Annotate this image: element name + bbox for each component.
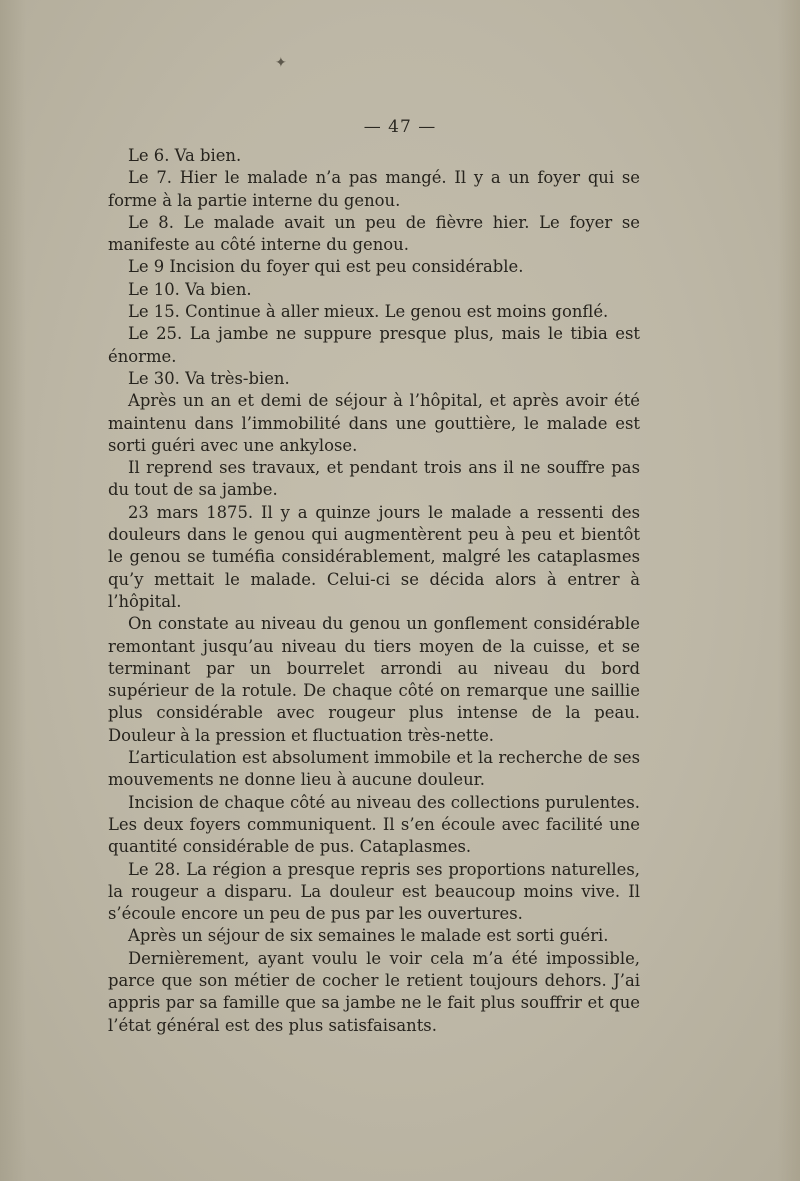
paragraph-12: On constate au niveau du genou un gonflement considérable remontant jusqu’au niveau du tiers moyen de la cuisse, et se terminant par un bourrelet arrondi au niveau du bord supérieur de la rotule. De chaque côté on remarque une saillie plus considérable avec rougeur plus intense de la peau. Douleur à la pression et fluctuation très-nette.	[108, 614, 640, 745]
paragraph-4: Le 9 Incision du foyer qui est peu considérable.	[128, 257, 524, 277]
paragraph-13: L’articulation est absolument immobile et la recherche de ses mouvements ne donne lieu à aucune douleur.	[108, 748, 640, 790]
paragraph-5: Le 10. Va bien.	[128, 279, 252, 299]
page-edge-shadow-right	[778, 0, 800, 1181]
paragraph-7: Le 25. La jambe ne suppure presque plus, mais le tibia est énorme.	[108, 324, 640, 366]
body-text	[108, 145, 640, 1037]
paragraph-8: Le 30. Va très-bien.	[128, 368, 290, 388]
page-edge-shadow-left	[0, 0, 26, 1181]
paragraph-9: Après un an et demi de séjour à l’hôpital, et après avoir été maintenu dans l’immobilité dans une gouttière, le malade est sorti guéri avec une ankylose.	[108, 391, 640, 455]
paragraph-6: Le 15. Continue à aller mieux. Le genou est moins gonflé.	[128, 302, 609, 322]
paragraph-3: Le 8. Le malade avait un peu de fièvre hier. Le foyer se manifeste au côté interne du genou.	[108, 212, 640, 255]
paragraph-17: Dernièrement, ayant voulu le voir cela m’a été impossible, parce que son métier de cocher le retient toujours dehors. J’ai appris par sa famille que sa jambe ne le fait plus souffrir et que l’état général est des plus satisfaisants.	[108, 948, 640, 1035]
paragraph-15: Le 28. La région a presque repris ses proportions naturelles, la rougeur a disparu. La douleur est beaucoup moins vive. Il s’écoule encore un peu de pus par les ouvertures.	[108, 859, 640, 924]
paragraph-16: Après un séjour de six semaines le malade est sorti guéri.	[128, 926, 609, 946]
page-number: — 47 —	[363, 117, 437, 137]
ink-speck-mark: ✦	[275, 55, 287, 71]
paragraph-1: Le 6. Va bien.	[128, 146, 242, 165]
paragraph-2: Le 7. Hier le malade n’a pas mangé. Il y a un foyer qui se forme à la partie interne du genou.	[108, 168, 640, 210]
paragraph-14: Incision de chaque côté au niveau des collections purulentes. Les deux foyers communiquent. Il s’en écoule avec facilité une quantité considérable de pus. Cataplasmes.	[108, 792, 640, 857]
paragraph-11: 23 mars 1875. Il y a quinze jours le malade a ressenti des douleurs dans le genou qui augmentèrent peu à peu et bientôt le genou se tuméfia considérablement, malgré les cataplasmes qu’y mettait le malade. Celui-ci se décida alors à entrer à l’hôpital.	[108, 502, 640, 611]
paragraph-10: Il reprend ses travaux, et pendant trois ans il ne souffre pas du tout de sa jambe.	[108, 458, 640, 500]
